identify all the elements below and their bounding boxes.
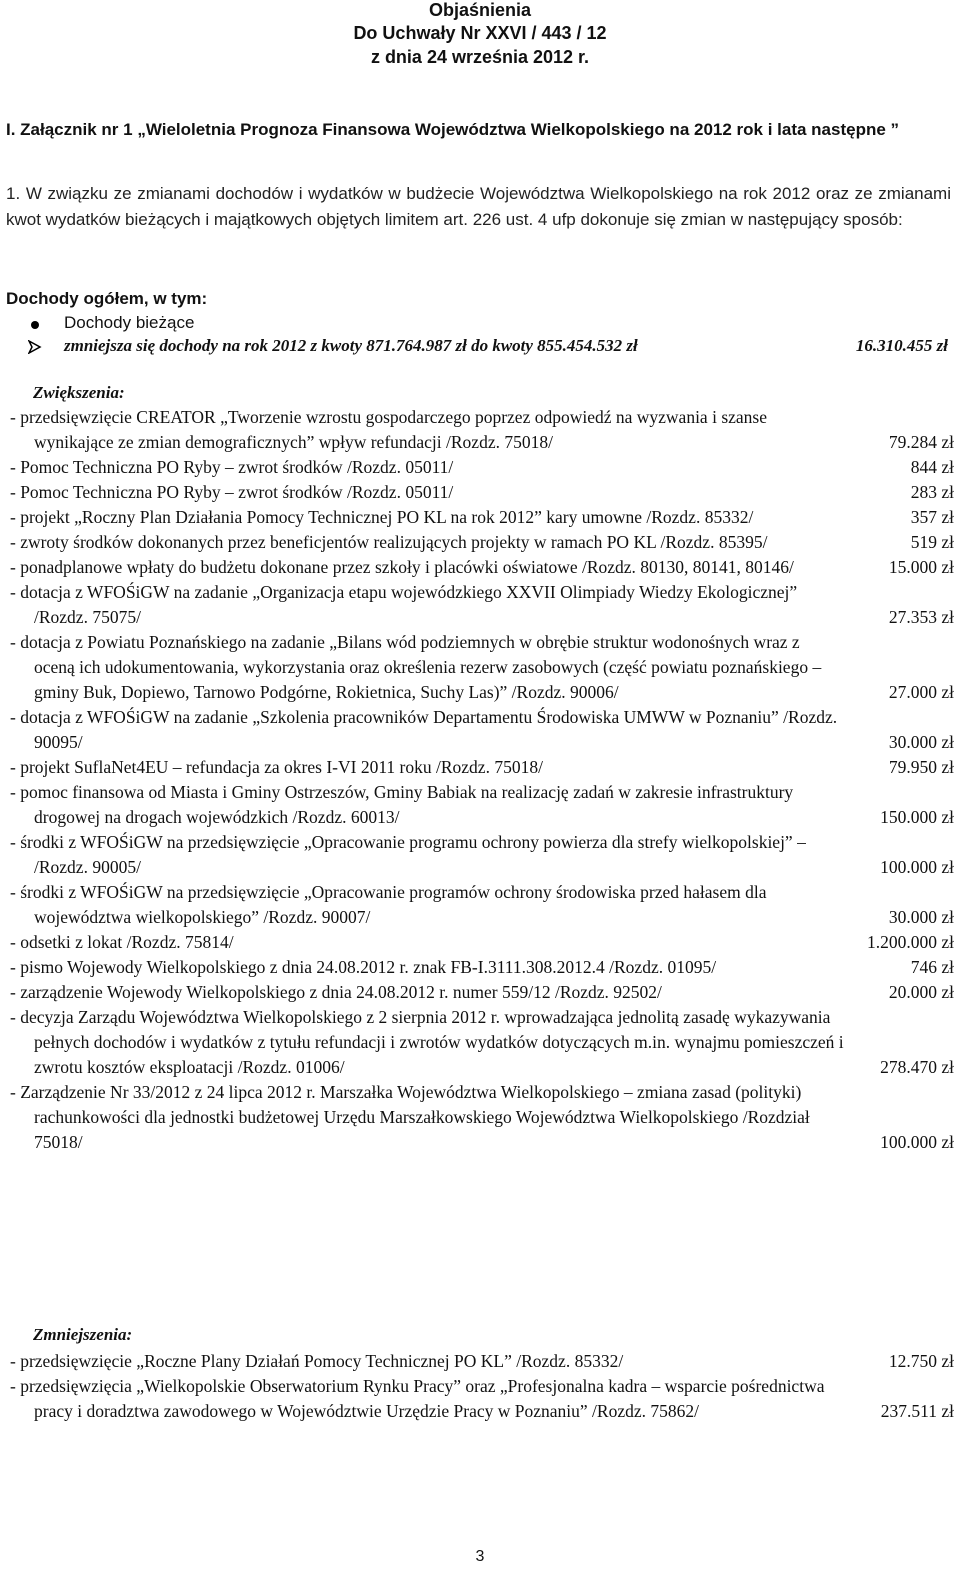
resolution-date: z dnia 24 września 2012 r. [370,47,590,67]
intro-paragraph: 1. W związku ze zmianami dochodów i wydatków w budżecie Województwa Wielkopolskiego na rok 2012 oraz ze zmianami kwot wydatków bieżących i majątkowych objętych limitem art. 226 ust. 4 ufp dokonuje się zmian w następujący sposób: [6,184,951,229]
doc-title: Objaśnienia [428,0,532,20]
increases-list [10,405,954,1155]
list-item: - zarządzenie Wojewody Wielkopolskiego z dnia 24.08.2012 r. numer 559/12 /Rozdz. 92502/ 20.000 zł [10,982,954,1002]
list-item: - Pomoc Techniczna PO Ryby – zwrot środków /Rozdz. 05011/ 844 zł [10,457,954,477]
list-item: - pismo Wojewody Wielkopolskiego z dnia 24.08.2012 r. znak FB-I.3111.308.2012.4 /Rozdz. 01095/ 746 zł [10,957,954,977]
income-change-text: zmniejsza się dochody na rok 2012 z kwoty 871.764.987 zł do kwoty 855.454.532 zł [64,336,638,355]
list-item: - ponadplanowe wpłaty do budżetu dokonane przez szkoły i placówki oświatowe /Rozdz. 80130, 80141, 80146/ 15.000 zł [10,557,954,577]
list-item: - środki z WFOŚiGW na przedsięwzięcie „Opracowanie programów ochrony środowiska przed hałasem dla województwa wielkopolskiego” /Rozdz. 90007/ 30.000 zł [10,882,954,927]
bullet-icon [31,321,39,329]
list-item: - dotacja z Powiatu Poznańskiego na zadanie „Bilans wód podziemnych w obrębie struktur wodonośnych wraz z oceną ich udokumentowania, wykorzystania oraz określenia rezerw zasobowych (część powiatu poznańskiego – gminy Buk, Dopiewo, Tarnowo Podgórne, Rokietnica, Suchy Las)” /Rozdz. 90006/ 27.000 zł [10,632,954,702]
list-item: - projekt SuflaNet4EU – refundacja za okres I-VI 2011 roku /Rozdz. 75018/ 79.950 zł [10,757,954,777]
arrow-bullet-icon [28,340,42,354]
list-item: - zwroty środków dokonanych przez beneficjentów realizujących projekty w ramach PO KL /Rozdz. 85395/ 519 zł [10,532,954,552]
list-item: - Zarządzenie Nr 33/2012 z 24 lipca 2012 r. Marszałka Województwa Wielkopolskiego – zmiana zasad (polityki) rachunkowości dla jednostki budżetowej Urzędu Marszałkowskiego Województwa Wielkopolskiego /Rozdział 75018/ 100.000 zł [10,1082,954,1152]
income-current-label: Dochody bieżące [64,313,195,332]
list-item: - przedsięwzięcie „Roczne Plany Działań Pomocy Technicznej PO KL” /Rozdz. 85332/ 12.750 zł [10,1351,954,1371]
list-item: - pomoc finansowa od Miasta i Gminy Ostrzeszów, Gminy Babiak na realizację zadań w zakresie infrastruktury drogowej na drogach wojewódzkich /Rozdz. 60013/ 150.000 zł [10,782,954,827]
section-title: I. Załącznik nr 1 „Wieloletnia Prognoza Finansowa Województwa Wielkopolskiego na 2012 rok i lata następne ” [6,120,900,139]
list-item: - odsetki z lokat /Rozdz. 75814/ 1.200.000 zł [10,932,954,952]
list-item: - środki z WFOŚiGW na przedsięwzięcie „Opracowanie programu ochrony powierza dla strefy wielkopolskiej” – /Rozdz. 90005/ 100.000 zł [10,832,954,877]
decreases-list [10,1349,954,1424]
list-item: - projekt „Roczny Plan Działania Pomocy Technicznej PO KL na rok 2012” kary umowne /Rozdz. 85332/ 357 zł [10,507,954,527]
decreases-label: Zmniejszenia: [33,1325,133,1344]
list-item: - dotacja z WFOŚiGW na zadanie „Organizacja etapu wojewódzkiego XXVII Olimpiady Wiedzy Ekologicznej” /Rozdz. 75075/ 27.353 zł [10,582,954,627]
resolution-number: Do Uchwały Nr XXVI / 443 / 12 [353,23,607,43]
income-change-amount: 16.310.455 zł [855,336,948,355]
list-item: - Pomoc Techniczna PO Ryby – zwrot środków /Rozdz. 05011/ 283 zł [10,482,954,502]
increases-label: Zwiększenia: [33,383,125,402]
list-item: - przedsięwzięcia „Wielkopolskie Obserwatorium Rynku Pracy” oraz „Profesjonalna kadra – wsparcie pośrednictwa pracy i doradztwa zawodowego w Województwie Urzędzie Pracy w Poznaniu” /Rozdz. 75862/ 237.511 zł [10,1376,954,1421]
list-item: - decyzja Zarządu Województwa Wielkopolskiego z 2 sierpnia 2012 r. wprowadzająca jednolitą zasadę wykazywania pełnych dochodów i wydatków z tytułu refundacji i zwrotów wydatków dotyczących m.in. wynajmu pomieszczeń i zwrotu kosztów eksploatacji /Rozdz. 01006/ 278.470 zł [10,1007,954,1077]
list-item: - dotacja z WFOŚiGW na zadanie „Szkolenia pracowników Departamentu Środowiska UMWW w Poznaniu” /Rozdz. 90095/ 30.000 zł [10,707,954,752]
income-heading: Dochody ogółem, w tym: [6,289,208,308]
page-number: 3 [475,1548,485,1565]
list-item: - przedsięwzięcie CREATOR „Tworzenie wzrostu gospodarczego poprzez odpowiedź na wyzwania i szanse wynikające ze zmian demograficznych” wpływ refundacji /Rozdz. 75018/ 79.284 zł [10,407,954,452]
